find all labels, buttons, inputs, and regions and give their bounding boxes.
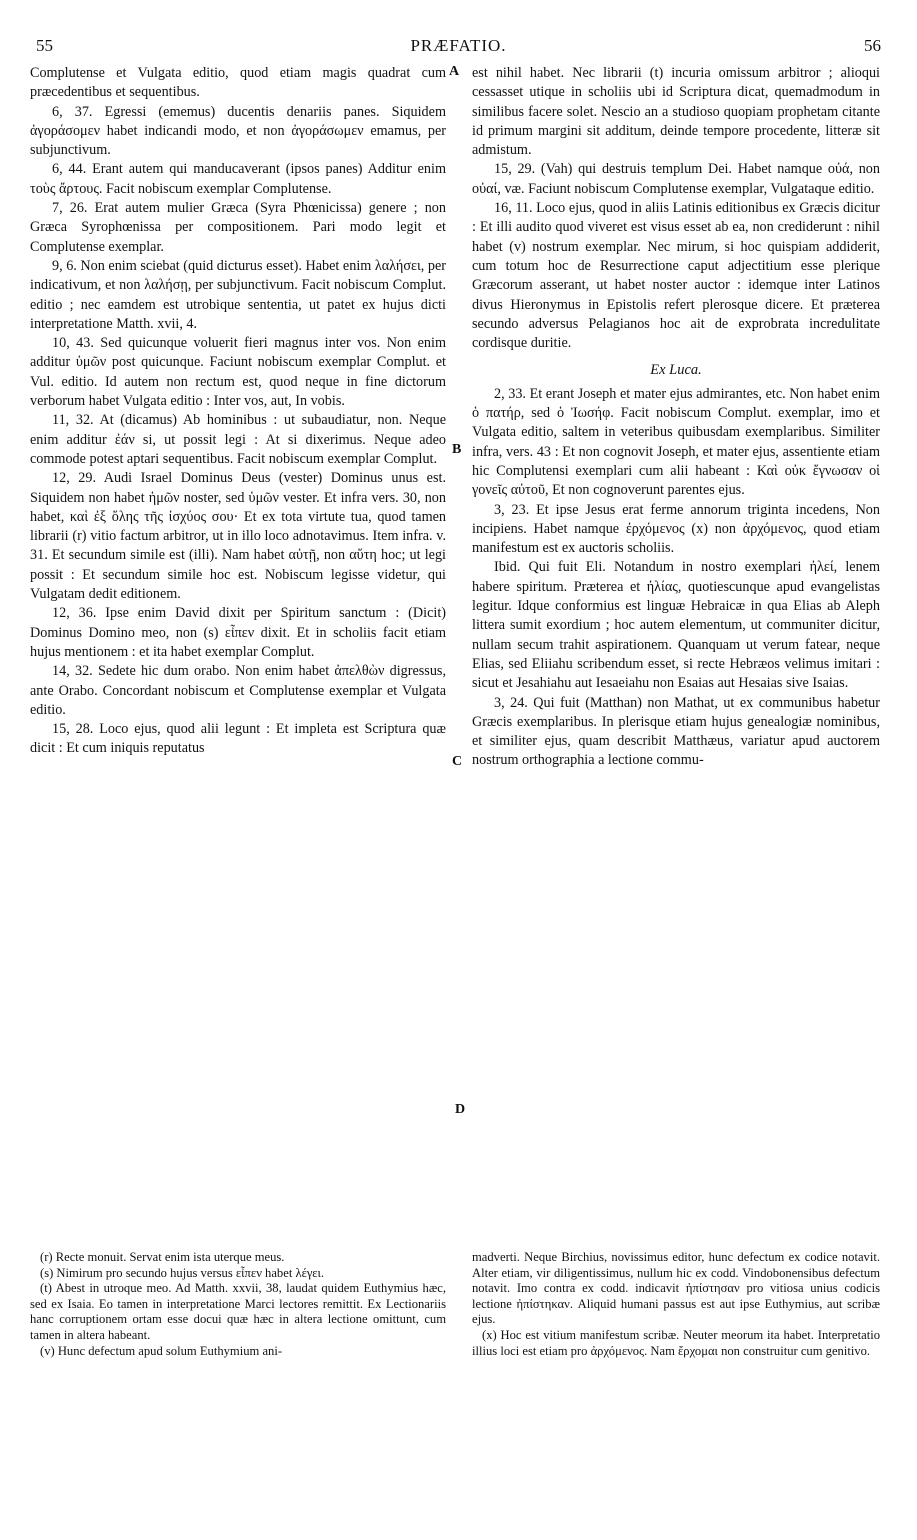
paragraph: 15, 28. Loco ejus, quod alii legunt : Et impleta est Scriptura quæ dicit : Et cum iniquis reputatus bbox=[30, 721, 446, 757]
page-header bbox=[36, 36, 881, 64]
paragraph: Ibid. Qui fuit Eli. Notandum in nostro exemplari ἠλεί, lenem habere spiritum. Præterea et ἠλίας, quotiescunque apud evangelistas legitur. Idque conformius est linguæ Hebraicæ in qua Elias ab Aleph littera sumit exordium ; hoc autem elementum, ut communiter dicitur, nullam secum trahit aspirationem. Quanquam ut verum fatear, neque Elias, sed Eliiahu scribendum esset, si recte Hebræos velimus imitari : sicut et Jesahiahu aut Iesaeiahu non Esaias aut Hesaias sive Isaias. bbox=[472, 559, 880, 692]
footnote: madverti. Neque Birchius, novissimus editor, hunc defectum ex codice notavit. Alter etiam, vir diligentissimus, nullum hic ex codd. Vindobonensibus defectum notavit. Imo contra ex codd. indicavit ἠπίστησαν pro vitiosa unius codicis lectione ἠπίστηκαν. Aliquid humani passus est aut ipse Euthymius, aut scribæ ejus. bbox=[472, 1250, 880, 1327]
section-marker-a: A bbox=[449, 64, 460, 79]
paragraph: 12, 29. Audi Israel Dominus Deus (vester) Dominus unus est. Siquidem non habet ἡμῶν noster, sed ὑμῶν vester. Et infra vers. 30, non habet, καὶ ἐξ ὅλης τῆς ἰσχύος σου· Et ex tota virtute tua, quod tamen librarii (r) vitio factum arbitror, ut in illo loco adnotavimus. Item infra. v. 31. Et secundum simile est (illi). Nam habet αὐτῇ, non αὕτη hoc; ut legi possit : Et secundum simile hoc est. Nobiscum legisse videtur, qui Vulgatam dedit editionem. bbox=[30, 470, 446, 603]
section-marker-d: D bbox=[455, 1102, 466, 1117]
paragraph: 2, 33. Et erant Joseph et mater ejus admirantes, etc. Non habet enim ὁ πατήρ, sed ὁ Ἰωσήφ. Facit nobiscum Complut. exemplar, imo et Vulgata editio, saltem in veteribus quibusdam exemplaribus. Similiter infra, vers. 43 : Et non cognovit Joseph, et mater ejus, assentiente etiam hic Complutensi exemplari cum alii habeant : Καὶ οὐκ ἔγνωσαν οἱ γονεῖς αὐτοῦ, Et non cognoverunt parentes ejus. bbox=[472, 385, 880, 499]
footnote: (x) Hoc est vitium manifestum scribæ. Neuter meorum ita habet. Interpretatio illius loci est etiam pro ἀρχόμενος. Nam ἔρχομαι non construitur cum genitivo. bbox=[472, 1327, 880, 1358]
paragraph: 6, 44. Erant autem qui manducaverant (ipsos panes) Additur enim τοὺς ἄρτους. Facit nobiscum exemplar Complutense. bbox=[30, 161, 446, 197]
paragraph: 16, 11. Loco ejus, quod in aliis Latinis editionibus ex Græcis dicitur : Et illi audito quod viveret est visus esset ab ea, non crediderunt : nihil habet (v) nostrum exemplar. Nec mirum, si hoc quispiam addiderit, cum totum hoc de Resurrectione caput adjectitium esse plerique Græcorum asserant, ut habet noster auctor : idemque inter Latinos divus Hieronymus in Epistolis refert plerosque dicere. Et præterea secundo adversus Pelagianos hoc ait de exprobrata incredulitate cordisque duritie. bbox=[472, 200, 880, 352]
page-number-right: 56 bbox=[864, 36, 881, 55]
footnotes-right bbox=[472, 1250, 880, 1359]
paragraph: 3, 23. Et ipse Jesus erat ferme annorum triginta incedens, Non incipiens. Habet namque ἐρχόμενος (x) non ἀρχόμενος, quod etiam manifestum est ex auctoris scholiis. bbox=[472, 501, 880, 557]
paragraph: Complutense et Vulgata editio, quod etiam magis quadrat cum præcedentibus et sequentibus. bbox=[30, 65, 446, 101]
paragraph: 3, 24. Qui fuit (Matthan) non Mathat, ut ex communibus habetur Græcis exemplaribus. In plerisque etiam hujus genealogiæ nominibus, et similiter ejus, quam describit Matthæus, variatur apud auctorem nostrum orthographia a lectione commu- bbox=[472, 694, 880, 769]
right-column bbox=[472, 64, 880, 771]
paragraph: 7, 26. Erat autem mulier Græca (Syra Phœnicissa) genere ; non Græca Syrophœnissa per compositionem. Pari modo legit et Complutense exemplar. bbox=[30, 200, 446, 255]
running-title: PRÆFATIO. bbox=[410, 36, 507, 55]
section-marker-b: B bbox=[452, 442, 462, 457]
paragraph: 14, 32. Sedete hic dum orabo. Non enim habet ἀπελθὼν digressus, ante Orabo. Concordant nobiscum et Complutense exemplar et Vulgata editio. bbox=[30, 663, 446, 718]
footnotes-left bbox=[30, 1250, 446, 1359]
section-heading: Ex Luca. bbox=[650, 362, 702, 379]
left-column bbox=[30, 64, 446, 759]
paragraph: 10, 43. Sed quicunque voluerit fieri magnus inter vos. Non enim additur ὑμῶν post quicunque. Faciunt nobiscum exemplar Complut. et Vul. editio. Id autem non rectum est, quod neque in fine dictorum verborum habet Vulgata editio : Inter vos, aut, In vobis. bbox=[30, 335, 446, 410]
paragraph: 9, 6. Non enim sciebat (quid dicturus esset). Habet enim λαλήσει, per indicativum, et non λαλήσῃ, per subjunctivum. Facit nobiscum Complut. editio ; nec eamdem est utrobique sententia, ut patet ex hujus dicti interpretatione Matth. xvii, 4. bbox=[30, 257, 446, 332]
paragraph: 6, 37. Egressi (ememus) ducentis denariis panes. Siquidem ἀγοράσομεν habet indicandi modo, et non ἀγοράσωμεν emamus, per subjunctivum. bbox=[30, 103, 446, 159]
footnote: (s) Nimirum pro secundo hujus versus εἶπεν habet λέγει. bbox=[40, 1265, 325, 1280]
footnote: (t) Abest in utroque meo. Ad Matth. xxvii, 38, laudat quidem Euthymius hæc, sed ex Isaia. Eo tamen in interpretatione Marci lectores remittit. Ex Lectionariis hanc corruptionem ortam esse docui quæ hæc in altera lectione omittunt, cum tamen in altera habeant. bbox=[30, 1281, 446, 1342]
paragraph: 12, 36. Ipse enim David dixit per Spiritum sanctum : (Dicit) Dominus Domino meo, non (s) εἶπεν dixit. Et in scholiis facit etiam hujus mentionem : et ita habet exemplar Complut. bbox=[30, 605, 446, 660]
footnote: (v) Hunc defectum apud solum Euthymium ani- bbox=[40, 1343, 283, 1358]
paragraph: 15, 29. (Vah) qui destruis templum Dei. Habet namque οὐά, non οὐαί, væ. Faciunt nobiscum Complutense exemplar, Vulgataque editio. bbox=[472, 161, 880, 197]
paragraph: 11, 32. At (dicamus) Ab hominibus : ut subaudiatur, non. Neque enim additur ἐάν si, ut possit legi : At si dixerimus. Neque adeo commode potest aptari sequentibus. Facit nobiscum exemplar Complut. bbox=[30, 412, 446, 467]
paragraph: est nihil habet. Nec librarii (t) incuria omissum arbitror ; alioqui cessasset utique in scholiis ubi id Scriptura dicat, quemadmodum in similibus facere solet. Nescio an a studioso quopiam prophetam citante id primum margini sit additum, deinde tempore procedente, litteræ sit admistum. bbox=[472, 65, 880, 159]
footnote: (r) Recte monuit. Servat enim ista uterque meus. bbox=[40, 1250, 285, 1264]
page-number-left: 55 bbox=[36, 36, 53, 55]
section-marker-c: C bbox=[452, 754, 463, 769]
